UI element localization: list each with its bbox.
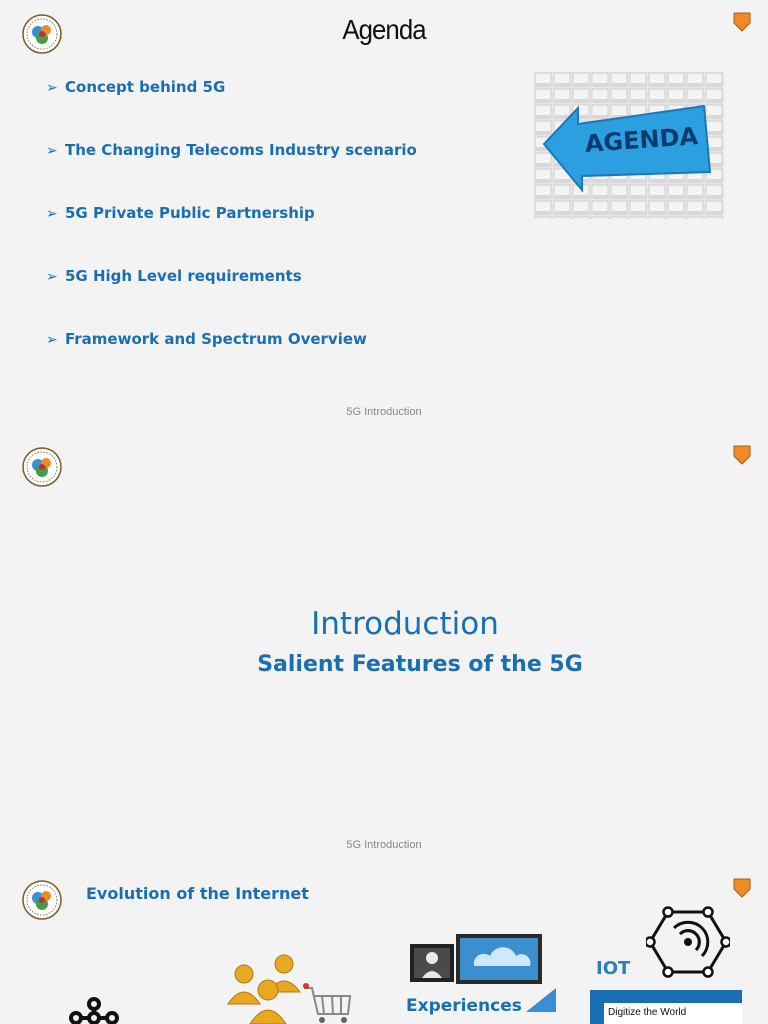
agenda-item-label: Concept behind 5G bbox=[65, 78, 226, 96]
bookmark-badge-icon bbox=[733, 445, 751, 465]
network-nodes-icon bbox=[64, 996, 126, 1024]
experiences-label: Experiences bbox=[406, 996, 522, 1016]
slide-title: Agenda bbox=[342, 14, 426, 45]
agenda-item-label: 5G High Level requirements bbox=[65, 267, 302, 285]
slide-title: Introduction bbox=[311, 606, 499, 642]
slide-footer: 5G Introduction bbox=[346, 406, 422, 418]
agenda-item bbox=[46, 267, 417, 330]
agenda-list bbox=[46, 78, 417, 393]
organization-logo bbox=[22, 880, 62, 920]
slide-footer: 5G Introduction bbox=[346, 839, 422, 851]
slide-agenda bbox=[0, 0, 768, 434]
people-shopping-image bbox=[222, 952, 352, 1024]
bullet-arrow-icon: ➢ bbox=[46, 332, 58, 348]
agenda-item-label: 5G Private Public Partnership bbox=[65, 204, 315, 222]
agenda-arrow-image bbox=[534, 72, 724, 219]
bullet-arrow-icon: ➢ bbox=[46, 143, 58, 159]
agenda-item bbox=[46, 204, 417, 267]
iot-network-icon bbox=[646, 906, 730, 978]
slide-evolution bbox=[0, 868, 768, 1024]
bullet-arrow-icon: ➢ bbox=[46, 269, 58, 285]
bullet-arrow-icon: ➢ bbox=[46, 206, 58, 222]
bullet-arrow-icon: ➢ bbox=[46, 80, 58, 96]
agenda-image-text: AGENDA bbox=[583, 122, 699, 158]
organization-logo bbox=[22, 447, 62, 487]
slide-introduction bbox=[0, 434, 768, 868]
digitize-label: Digitize the World bbox=[604, 1003, 742, 1024]
slide-title: Evolution of the Internet bbox=[86, 884, 309, 903]
iot-label: IOT bbox=[596, 958, 631, 979]
agenda-item-label: Framework and Spectrum Overview bbox=[65, 330, 367, 348]
slide-subtitle: Salient Features of the 5G bbox=[257, 652, 583, 677]
agenda-item-label: The Changing Telecoms Industry scenario bbox=[65, 141, 417, 159]
agenda-item bbox=[46, 330, 417, 393]
agenda-item bbox=[46, 78, 417, 141]
agenda-item bbox=[46, 141, 417, 204]
bookmark-badge-icon bbox=[733, 878, 751, 898]
